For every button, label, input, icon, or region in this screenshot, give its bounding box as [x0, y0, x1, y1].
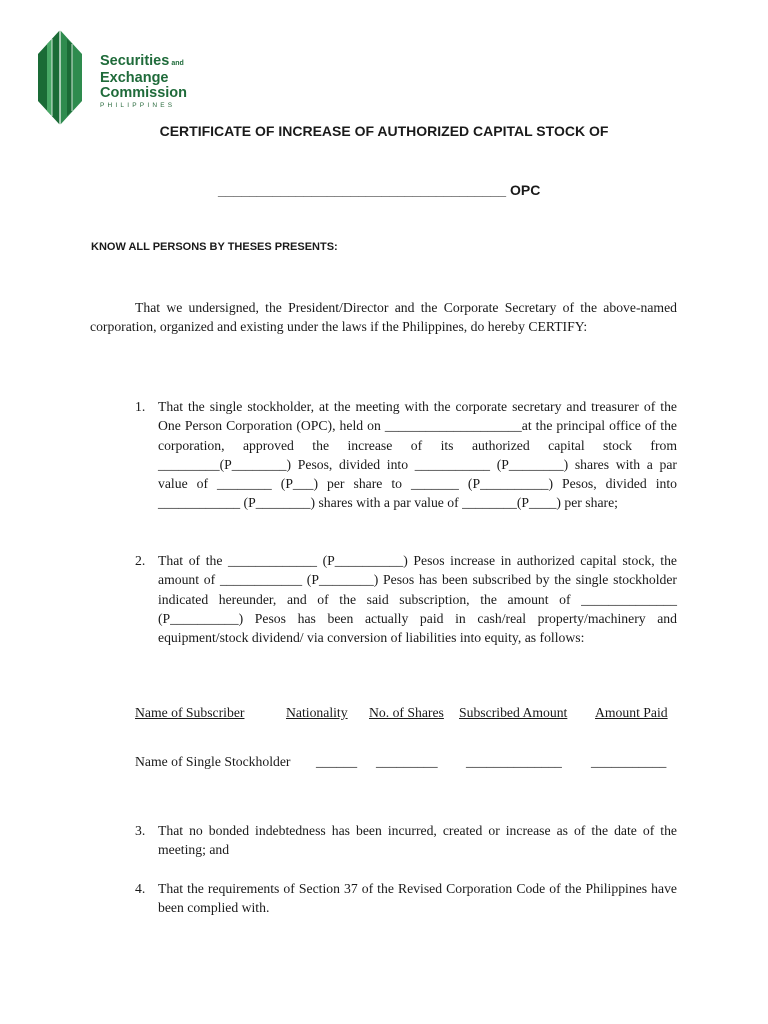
header-name-of-subscriber: Name of Subscriber — [135, 705, 245, 720]
list-item-3 — [135, 821, 677, 860]
list-item-number: 4. — [135, 881, 146, 896]
list-item-4 — [135, 879, 677, 918]
intro-paragraph: That we undersigned, the President/Director and the Corporate Secretary of the above-named corporation, organized and existing under the laws if the Philippines, do hereby CERTIFY: — [90, 300, 677, 335]
amount-paid-blank: ___________ — [591, 754, 667, 769]
single-stockholder-label: Name of Single Stockholder — [135, 754, 291, 769]
subscribed-amount-blank: ______________ — [466, 754, 562, 769]
list-item-text: That the requirements of Section 37 of the Revised Corporation Code of the Philippines have been complied with. — [158, 881, 677, 916]
list-item-text: That of the _____________ (P__________) Pesos increase in authorized capital stock, the amount of ____________ (P________) Pesos has been subscribed by the single stockholder indicated hereunder, and of the said subscription, the amount of ______________ (P__________) Pesos has been actually paid in cash/real property/machinery and equipment/stock dividend/ via conversion of liabilities into equity, as follows: — [158, 553, 677, 646]
know-all-heading: KNOW ALL PERSONS BY THESES PRESENTS: — [91, 241, 338, 253]
list-item-2 — [135, 551, 677, 647]
header-amount-paid: Amount Paid — [595, 705, 668, 720]
header-subscribed-amount: Subscribed Amount — [459, 705, 568, 720]
document-title: CERTIFICATE OF INCREASE OF AUTHORIZED CAPITAL STOCK OF — [159, 123, 609, 139]
shares-blank: _________ — [376, 754, 438, 769]
sec-logo — [38, 30, 198, 125]
list-item-number: 2. — [135, 553, 146, 568]
list-item-number: 1. — [135, 399, 146, 414]
header-nationality: Nationality — [286, 705, 348, 720]
opc-name-blank: _____________________________________ OPC — [218, 182, 541, 198]
header-no-of-shares: No. of Shares — [369, 705, 444, 720]
list-item-text: That no bonded indebtedness has been incurred, created or increase as of the date of the meeting; and — [158, 823, 677, 858]
sec-wordmark: Securities and Exchange Commission PHILIPPINES — [100, 53, 188, 109]
list-item-text: That the single stockholder, at the meeting with the corporate secretary and treasurer of the One Person Corporation (OPC), held on ____________________at the principal office of the corporation, approved the increase of its authorized capital stock from _________(P________) Pesos, divided into ___________ (P________) shares with a par value of ________ (P___) per share to _______ (P__________) Pesos, divided into ____________ (P________) shares with a par value of ________(P____) per share; — [158, 399, 677, 511]
nationality-blank: ______ — [316, 754, 358, 769]
list-item-number: 3. — [135, 823, 146, 838]
list-item-1 — [135, 397, 677, 513]
sec-emblem-icon — [38, 30, 100, 125]
